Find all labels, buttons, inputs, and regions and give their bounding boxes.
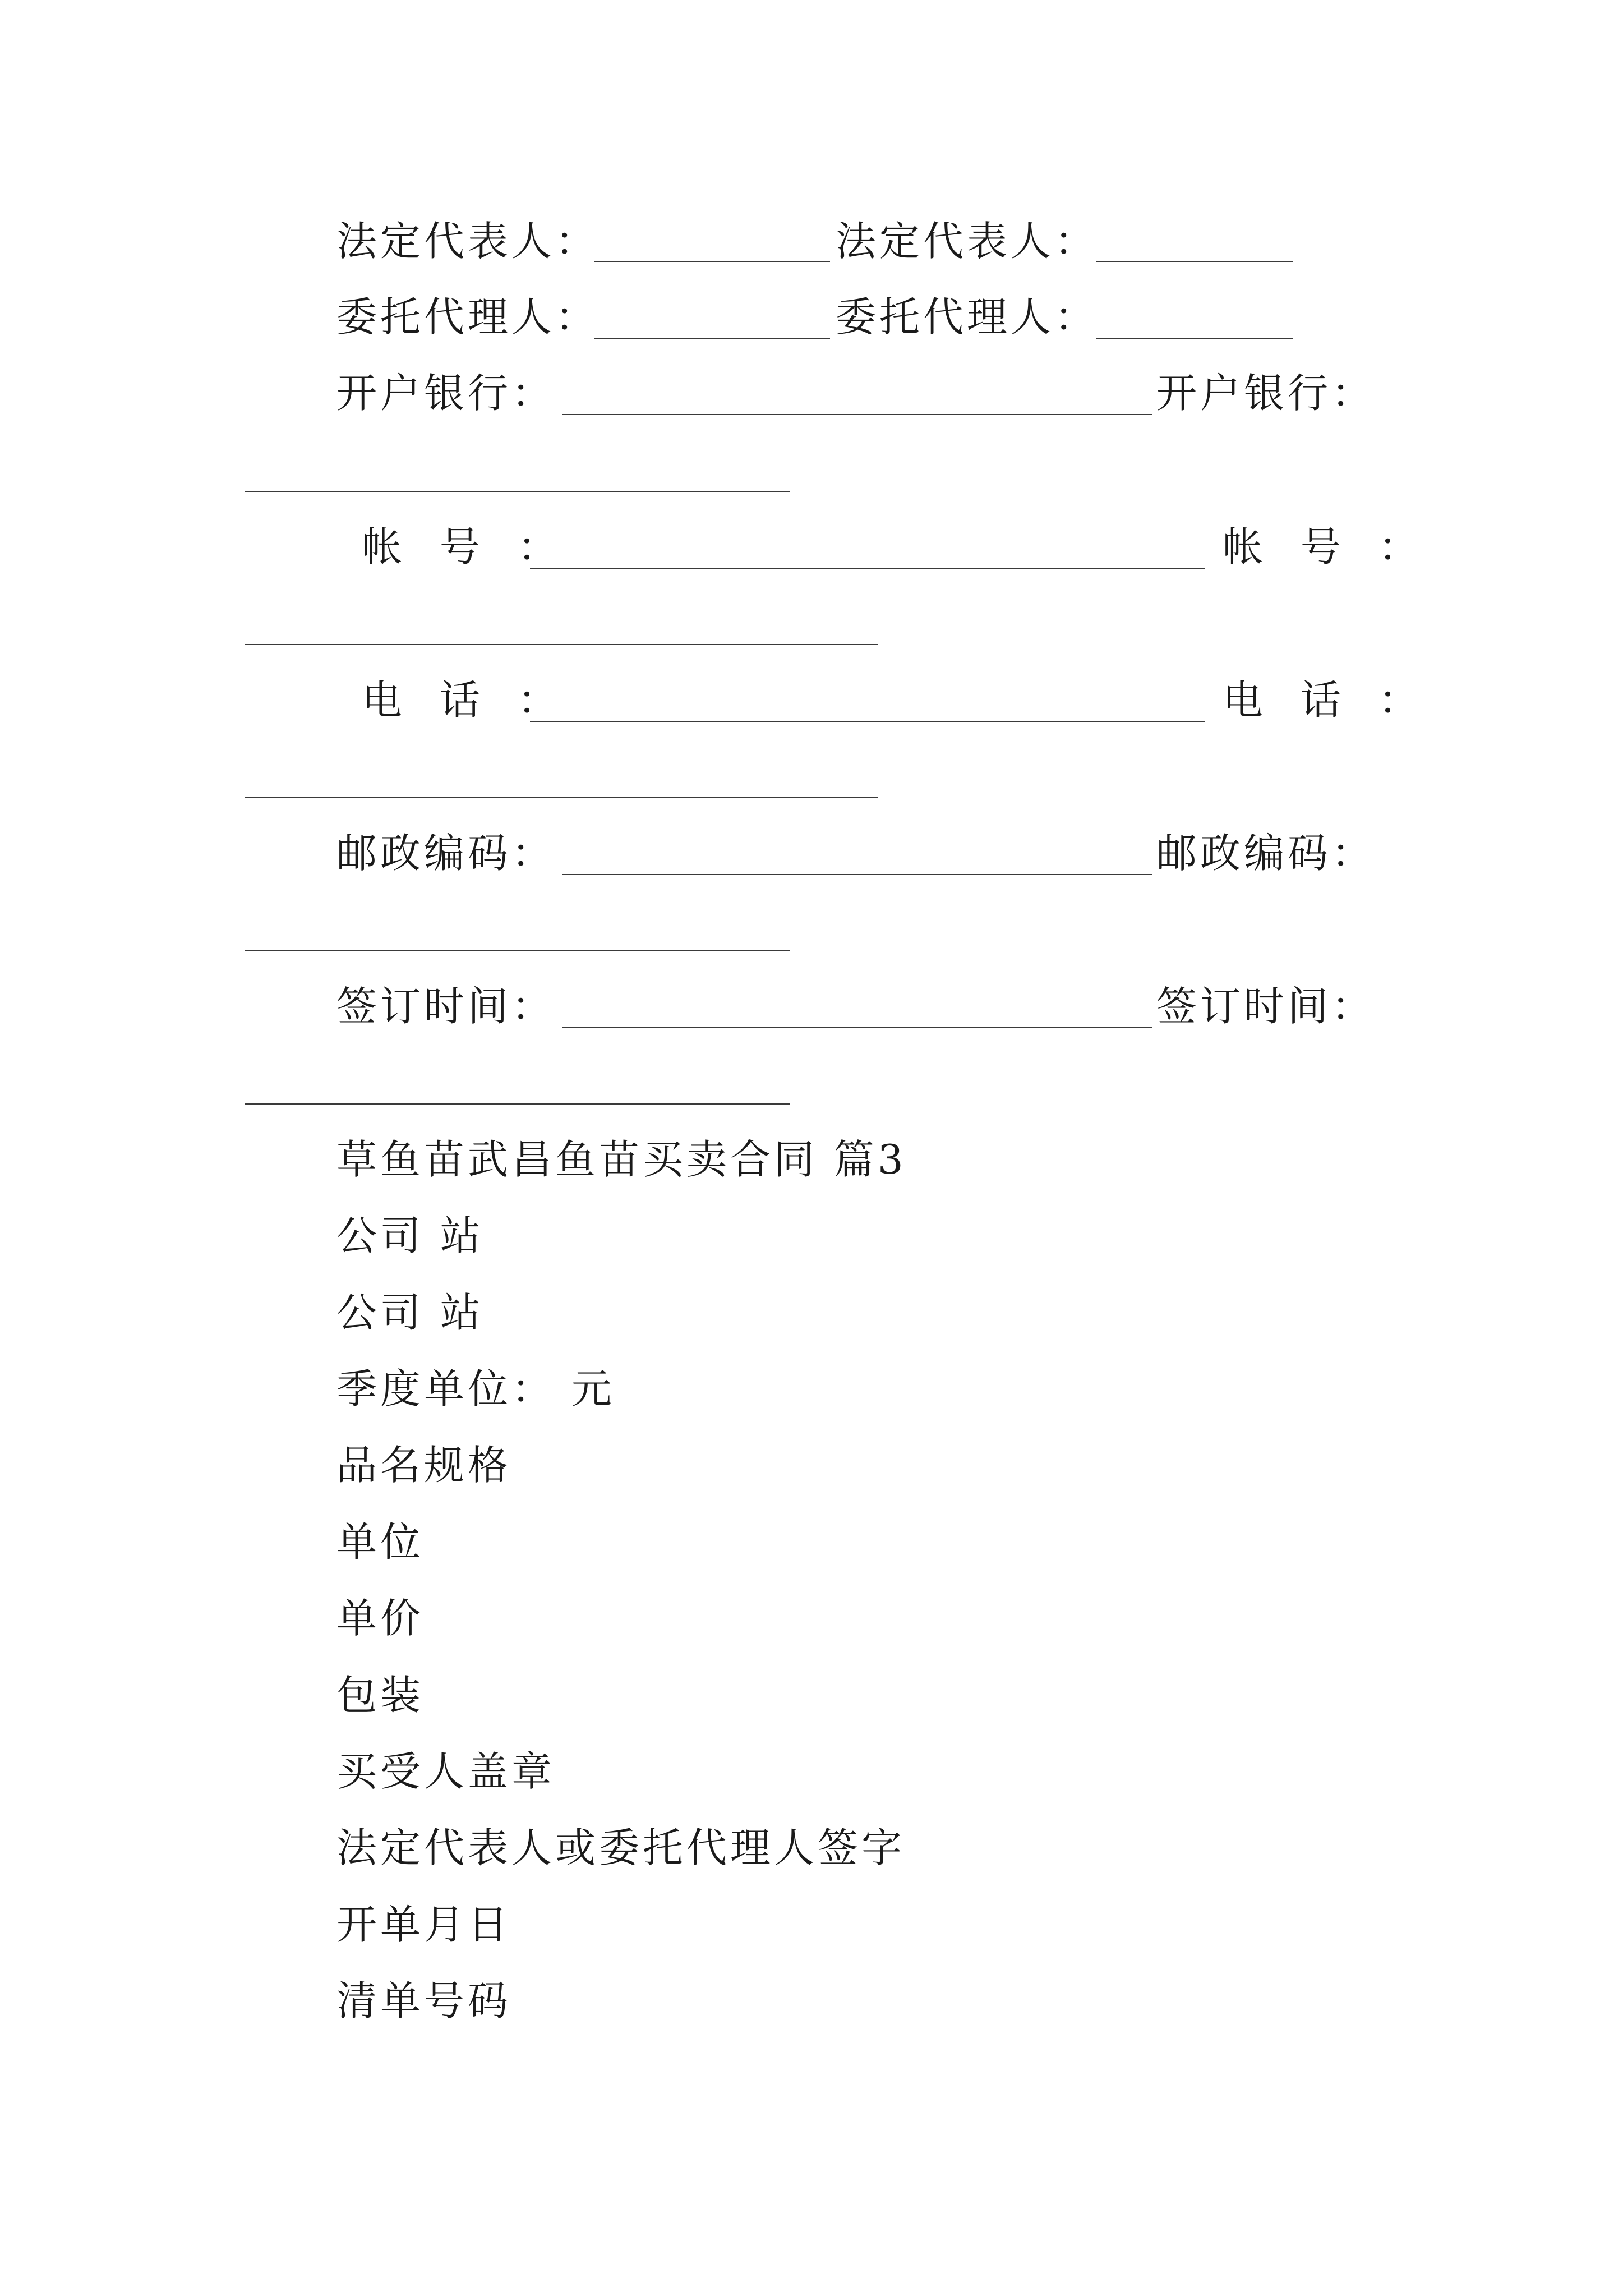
sign-date-label-left: 签订时间： [336,983,556,1030]
section-line: 单位 [336,1519,425,1566]
postcode-blank-left [562,874,1152,875]
account-blank-left [530,568,1205,569]
legal-rep-label-left: 法定代表人： [336,218,600,265]
account-label-left: 帐 号 ： [362,523,570,570]
sign-date-label-right: 签订时间： [1156,983,1376,1030]
bank-label-right: 开户银行： [1156,370,1376,417]
bank-blank-right [245,491,790,492]
postcode-label-right: 邮政编码： [1156,830,1376,877]
section-line: 开单月日 [336,1901,512,1948]
section-line: 品名规格 [336,1442,512,1489]
legal-rep-blank-right [1096,261,1293,262]
legal-rep-label-right: 法定代表人： [836,218,1099,265]
account-blank-right [245,644,878,645]
phone-label-left: 电 话 ： [362,677,570,724]
section-line: 公司 站 [336,1289,484,1336]
agent-label-left: 委托代理人： [336,293,600,341]
section-line: 买受人盖章 [336,1748,556,1795]
section-line: 包装 [336,1672,425,1719]
section-line: 单价 [336,1595,425,1642]
postcode-label-left: 邮政编码： [336,830,556,877]
section-line: 法定代表人或委托代理人签字 [336,1824,906,1871]
phone-blank-right [245,797,878,798]
bank-label-left: 开户银行： [336,370,556,417]
sign-date-blank-right [245,1103,790,1105]
agent-label-right: 委托代理人： [836,293,1099,341]
phone-label-right: 电 话 ： [1223,677,1431,724]
agent-blank-left [594,338,830,339]
section-line: 清单号码 [336,1977,512,2024]
phone-blank-left [530,721,1205,722]
section-title: 草鱼苗武昌鱼苗买卖合同 篇3 [336,1136,907,1183]
section-line: 季度单位： 元 [336,1365,615,1412]
account-label-right: 帐 号 ： [1223,523,1431,570]
section-line: 公司 站 [336,1212,484,1259]
sign-date-blank-left [562,1027,1152,1028]
legal-rep-blank-left [594,261,830,262]
postcode-blank-right [245,950,790,951]
bank-blank-left [562,414,1152,415]
agent-blank-right [1096,338,1293,339]
